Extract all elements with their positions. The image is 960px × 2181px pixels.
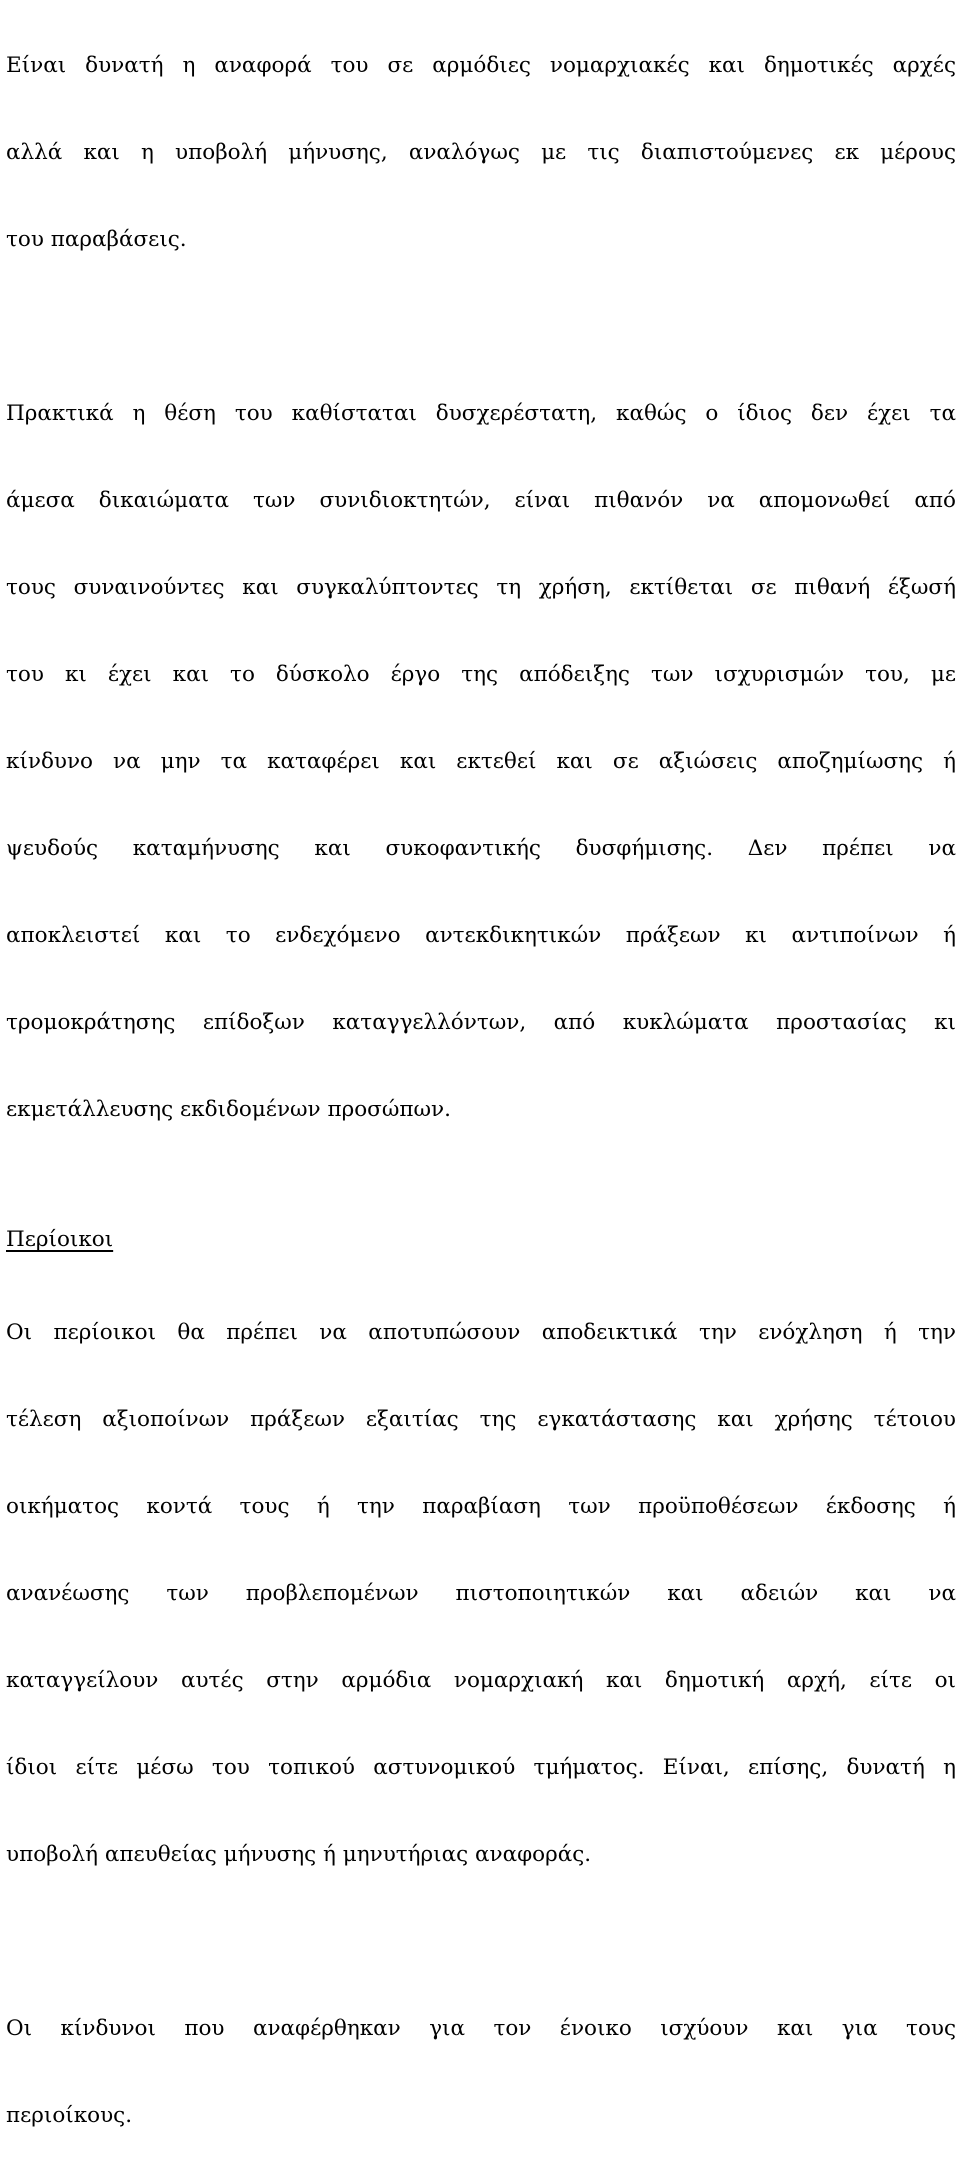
text-line: τρομοκράτησης επίδοξων καταγγελλόντων, από κυκλώματα προστασίας κι [6, 1001, 956, 1045]
paragraph-neighbors [6, 1268, 956, 1921]
text-line: Οι περίοικοι θα πρέπει να αποτυπώσουν αποδεικτικά την ενόχληση ή την [6, 1311, 956, 1355]
section-heading: Περίοικοι [6, 1218, 956, 1262]
paragraph-spacer [6, 1175, 956, 1219]
paragraph-spacer [6, 1920, 956, 1964]
text-line: εκμετάλλευσης εκδιδομένων προσώπων. [6, 1088, 956, 1132]
paragraph-intro [6, 0, 956, 305]
text-line: ίδιοι είτε μέσω του τοπικού αστυνομικού τμήματος. Είναι, επίσης, δυνατή η [6, 1746, 956, 1790]
text-line: άμεσα δικαιώματα των συνιδιοκτητών, είναι πιθανόν να απομονωθεί από [6, 479, 956, 523]
text-line: Πρακτικά η θέση του καθίσταται δυσχερέστατη, καθώς ο ίδιος δεν έχει τα [6, 392, 956, 436]
text-line: Είναι δυνατή η αναφορά του σε αρμόδιες νομαρχιακές και δημοτικές αρχές [6, 44, 956, 88]
text-line: κίνδυνο να μην τα καταφέρει και εκτεθεί και σε αξιώσεις αποζημίωσης ή [6, 740, 956, 784]
text-line: οικήματος κοντά τους ή την παραβίαση των προϋποθέσεων έκδοσης ή [6, 1485, 956, 1529]
text-line: περιοίκους. [6, 2094, 956, 2138]
text-line: αποκλειστεί και το ενδεχόμενο αντεκδικητικών πράξεων κι αντιποίνων ή [6, 914, 956, 958]
text-line: του κι έχει και το δύσκολο έργο της απόδειξης των ισχυρισμών του, με [6, 653, 956, 697]
text-line: ανανέωσης των προβλεπομένων πιστοποιητικών και αδειών και να [6, 1572, 956, 1616]
text-line: αλλά και η υποβολή μήνυσης, αναλόγως με τις διαπιστούμενες εκ μέρους [6, 131, 956, 175]
text-line: τέλεση αξιοποίνων πράξεων εξαιτίας της εγκατάστασης και χρήσης τέτοιου [6, 1398, 956, 1442]
text-line: τους συναινούντες και συγκαλύπτοντες τη χρήση, εκτίθεται σε πιθανή έξωσή [6, 566, 956, 610]
text-line: υποβολή απευθείας μήνυσης ή μηνυτήριας αναφοράς. [6, 1833, 956, 1877]
text-line: ψευδούς καταμήνυσης και συκοφαντικής δυσφήμισης. Δεν πρέπει να [6, 827, 956, 871]
text-line: του παραβάσεις. [6, 218, 956, 262]
paragraph-risks [6, 1964, 956, 2181]
paragraph-owner [6, 348, 956, 1175]
text-line: καταγγείλουν αυτές στην αρμόδια νομαρχιακή και δημοτική αρχή, είτε οι [6, 1659, 956, 1703]
paragraph-spacer [6, 305, 956, 349]
text-line: Οι κίνδυνοι που αναφέρθηκαν για τον ένοικο ισχύουν και για τους [6, 2007, 956, 2051]
document-page [6, 0, 956, 2181]
